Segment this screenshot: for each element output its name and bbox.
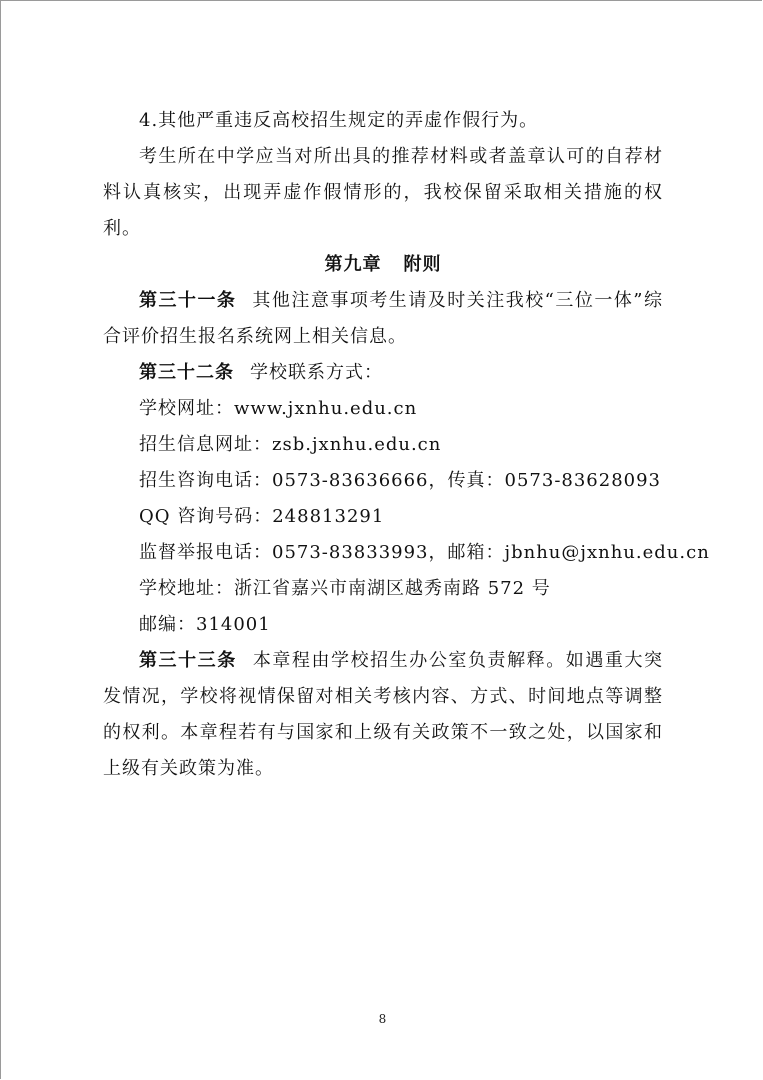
contact-phone-fax: 招生咨询电话：0573-83636666，传真：0573-83628093 — [139, 470, 662, 491]
contact-supervision-email: 监督举报电话：0573-83833993，邮箱：jbnhu@jxnhu.edu.cn — [139, 542, 710, 563]
intro-item-4: 4.其他严重违反高校招生规定的弄虚作假行为。 — [139, 110, 539, 131]
article-32-label: 第三十二条 — [139, 362, 234, 383]
article-33-text: 本章程由学校招生办公室负责解释。如遇重大突发情况，学校将视情保留对相关考核内容、方式、时间地点等调整的权利。本章程若有与国家和上级有关政策不一致之处，以国家和上级有关政策为准。 — [103, 650, 664, 779]
chapter-number: 第九章 — [324, 254, 382, 275]
chapter-heading — [103, 247, 663, 283]
article-31-text: 其他注意事项考生请及时关注我校“三位一体”综合评价招生报名系统网上相关信息。 — [103, 290, 663, 347]
article-31-label: 第三十一条 — [139, 290, 237, 311]
article-32 — [103, 355, 663, 391]
contact-qq: QQ 咨询号码：248813291 — [139, 506, 385, 527]
intro-paragraph-verification: 考生所在中学应当对所出具的推荐材料或者盖章认可的自荐材料认真核实，出现弄虚作假情形的，我校保留采取相关措施的权利。 — [103, 146, 663, 239]
page-number: 8 — [378, 1012, 387, 1026]
contact-postcode: 邮编：314001 — [139, 614, 271, 635]
article-32-text: 学校联系方式： — [250, 362, 383, 383]
contact-address: 学校地址：浙江省嘉兴市南湖区越秀南路 572 号 — [139, 578, 551, 599]
article-31 — [103, 283, 663, 355]
contact-website: 学校网址：www.jxnhu.edu.cn — [139, 398, 418, 419]
chapter-title: 附则 — [403, 254, 442, 275]
contact-admission-website: 招生信息网址：zsb.jxnhu.edu.cn — [139, 434, 442, 455]
article-33-label: 第三十三条 — [139, 650, 237, 671]
document-body — [103, 103, 710, 787]
article-33 — [103, 643, 663, 787]
